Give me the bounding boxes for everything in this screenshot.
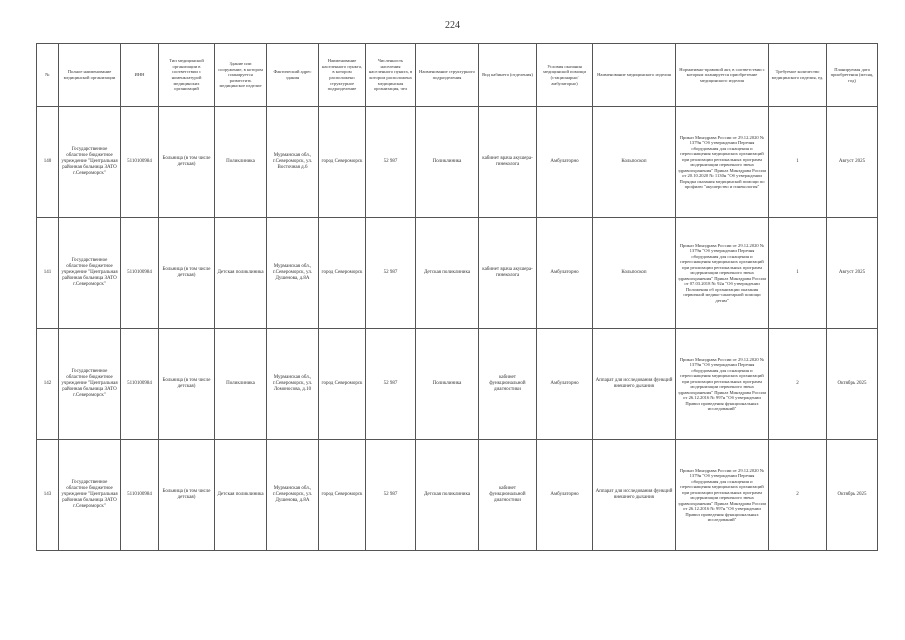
cell-period: Октябрь 2025 (827, 329, 878, 440)
cell-conditions: Амбулаторно (537, 440, 593, 551)
cell-inn: 5110100984 (121, 440, 159, 551)
cell-department: кабинет врача акушера-гинеколога (479, 218, 537, 329)
cell-department: кабинет врача акушера-гинеколога (479, 107, 537, 218)
header-num: № (37, 44, 59, 107)
table-row (37, 218, 878, 329)
cell-device: Аппарат для исследования функций внешнего дыхания (593, 329, 676, 440)
header-building: Здание или сооружение, в котором планируется разместить медицинское изделие (215, 44, 267, 107)
cell-conditions: Амбулаторно (537, 107, 593, 218)
page-number: 224 (445, 20, 460, 31)
cell-population: 52 987 (366, 107, 416, 218)
cell-conditions: Амбулаторно (537, 218, 593, 329)
cell-unit: Поликлиника (416, 329, 479, 440)
equipment-table (36, 43, 878, 551)
cell-department: кабинет функциональной диагностики (479, 329, 537, 440)
header-inn: ИНН (121, 44, 159, 107)
cell-settlement: город Североморск (319, 218, 366, 329)
table-row (37, 107, 878, 218)
cell-unit: Поликлиника (416, 107, 479, 218)
header-conditions: Условия оказания медицинской помощи (стационарно/амбулаторно) (537, 44, 593, 107)
header-population: Численность населения населенного пункта, в котором расположена медицинская организация, чел (366, 44, 416, 107)
header-period: Планируемая дата приобретения (месяц, год) (827, 44, 878, 107)
table-row (37, 440, 878, 551)
cell-settlement: город Североморск (319, 440, 366, 551)
cell-unit: Детская поликлиника (416, 440, 479, 551)
cell-conditions: Амбулаторно (537, 329, 593, 440)
cell-num: 141 (37, 218, 59, 329)
cell-building: Детская поликлиника (215, 218, 267, 329)
cell-norm: Приказ Минздрава России от 29.12.2020 № 1379н "Об утверждении Перечня оборудования для оснащения и переоснащения медицинских организаций при реализации региональных программ модернизации первичного звена здравоохранения" Приказ Минздрава России от 20.10.2020 № 1130н "Об утверждении Порядка оказания медицинской помощи по профилю "акушерство и гинекология" (676, 107, 769, 218)
cell-period: Август 2025 (827, 107, 878, 218)
cell-device: Кольпоскоп (593, 107, 676, 218)
cell-norm: Приказ Минздрава России от 29.12.2020 № 1379н "Об утверждении Перечня оборудования для оснащения и переоснащения медицинских организаций при реализации региональных программ модернизации первичного звена здравоохранения" Приказ Минздрава России от 26.12.2016 № 997н "Об утверждении Правил проведения функциональных исследований" (676, 440, 769, 551)
cell-address: Мурманская обл., г.Североморск, ул. Восточная д.6 (267, 107, 319, 218)
cell-settlement: город Североморск (319, 107, 366, 218)
cell-quantity: 1 (769, 107, 827, 218)
cell-type: Больница (в том числе детская) (159, 440, 215, 551)
cell-building: Поликлиника (215, 329, 267, 440)
header-type: Тип медицинской организации в соответствии с номенклатурой медицинских организаций (159, 44, 215, 107)
cell-name: Государственное областное бюджетное учреждение "Центральная районная больница ЗАТО г.Североморск" (59, 440, 121, 551)
cell-unit: Детская поликлиника (416, 218, 479, 329)
header-department: Вид кабинета (отделения) (479, 44, 537, 107)
cell-address: Мурманская обл., г.Североморск, ул. Ломоносова, д.10 (267, 329, 319, 440)
header-name: Полное наименование медицинской организации (59, 44, 121, 107)
cell-inn: 5110100984 (121, 329, 159, 440)
cell-name: Государственное областное бюджетное учреждение "Центральная районная больница ЗАТО г.Североморск" (59, 218, 121, 329)
cell-quantity: 2 (769, 329, 827, 440)
cell-num: 140 (37, 107, 59, 218)
cell-norm: Приказ Минздрава России от 29.12.2020 № 1379н "Об утверждении Перечня оборудования для оснащения и переоснащения медицинских организаций при реализации региональных программ модернизации первичного звена здравоохранения" Приказ Минздрава России от 26.12.2016 № 997н "Об утверждении Правил проведения функциональных исследований" (676, 329, 769, 440)
cell-settlement: город Североморск (319, 329, 366, 440)
header-unit: Наименование структурного подразделения (416, 44, 479, 107)
table-row (37, 329, 878, 440)
cell-inn: 5110100984 (121, 218, 159, 329)
table-header-row (37, 44, 878, 107)
cell-population: 52 987 (366, 218, 416, 329)
cell-period: Август 2025 (827, 218, 878, 329)
cell-building: Детская поликлиника (215, 440, 267, 551)
cell-address: Мурманская обл., г.Североморск, ул. Душенова, д.8А (267, 218, 319, 329)
header-settlement: Наименование населенного пункта, в котором расположено структурное подразделение (319, 44, 366, 107)
cell-device: Кольпоскоп (593, 218, 676, 329)
cell-name: Государственное областное бюджетное учреждение "Центральная районная больница ЗАТО г.Североморск" (59, 329, 121, 440)
cell-type: Больница (в том числе детская) (159, 329, 215, 440)
cell-period: Октябрь 2025 (827, 440, 878, 551)
cell-quantity: 2 (769, 440, 827, 551)
cell-num: 143 (37, 440, 59, 551)
cell-address: Мурманская обл., г.Североморск, ул. Душенова, д.8А (267, 440, 319, 551)
cell-department: кабинет функциональной диагностики (479, 440, 537, 551)
cell-building: Поликлиника (215, 107, 267, 218)
cell-norm: Приказ Минздрава России от 29.12.2020 № 1379н "Об утверждении Перечня оборудования для оснащения и переоснащения медицинских организаций при реализации региональных программ модернизации первичного звена здравоохранения" Приказ Минздрава России от 07.03.2018 № 92н "Об утверждении Положения об организации оказания первичной медико-санитарной помощи детям" (676, 218, 769, 329)
cell-quantity: 1 (769, 218, 827, 329)
header-address: Фактический адрес здания (267, 44, 319, 107)
cell-population: 52 987 (366, 329, 416, 440)
header-device: Наименование медицинского изделия (593, 44, 676, 107)
cell-type: Больница (в том числе детская) (159, 218, 215, 329)
cell-inn: 5110100984 (121, 107, 159, 218)
cell-device: Аппарат для исследования функций внешнего дыхания (593, 440, 676, 551)
cell-num: 142 (37, 329, 59, 440)
cell-name: Государственное областное бюджетное учреждение "Центральная районная больница ЗАТО г.Североморск" (59, 107, 121, 218)
header-quantity: Требуемое количество медицинского изделия, ед. (769, 44, 827, 107)
cell-population: 52 987 (366, 440, 416, 551)
cell-type: Больница (в том числе детская) (159, 107, 215, 218)
header-norm: Нормативно-правовой акт, в соответствии с которым планируется приобретение медицинского изделия (676, 44, 769, 107)
